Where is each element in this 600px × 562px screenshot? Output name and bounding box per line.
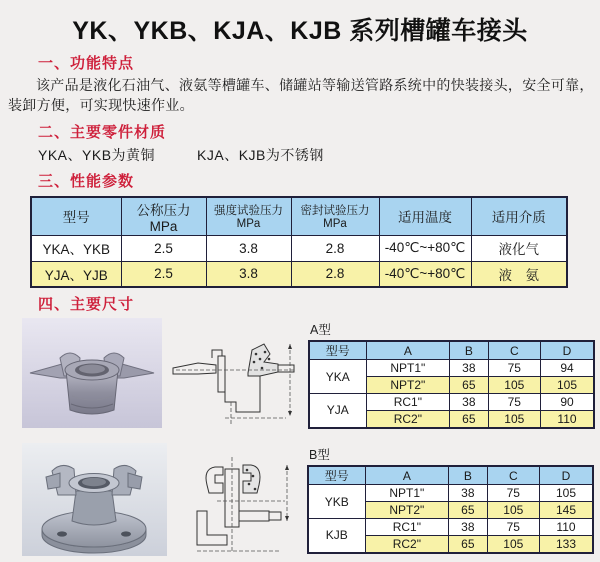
perf-cell: 2.8 [291, 235, 379, 261]
dim-cell: 38 [450, 394, 488, 411]
features-paragraph: 该产品是液化石油气、液氨等槽罐车、储罐站等输送管路系统中的快装接头，安全可靠，装卸方便，可实现快速作业。 [8, 77, 594, 114]
dimension-table-a [308, 340, 595, 429]
dim-header-a: A [365, 466, 449, 485]
perf-cell: YJA、YJB [31, 261, 121, 287]
dim-header-b: B [450, 341, 488, 360]
perf-cell: 2.5 [121, 235, 206, 261]
perf-header-nominal-pressure: 公称压力 MPa [121, 197, 206, 236]
dim-header-b: B [449, 466, 487, 485]
dim-cell: RC2" [365, 536, 449, 553]
dim-model-cell: KJB [308, 519, 365, 553]
dim-cell: 38 [449, 519, 487, 536]
dim-b-header-row [308, 466, 593, 485]
dimension-row-a [0, 318, 600, 433]
page-title: YK、YKB、KJA、KJB 系列槽罐车接头 [72, 17, 528, 45]
perf-cell: YKA、YKB [31, 235, 121, 261]
dim-cell: 75 [487, 519, 539, 536]
perf-header-seal-pressure: 密封试验压力MPa [291, 197, 379, 236]
dim-b-row-3 [308, 519, 593, 536]
material-item-stainless: KJA、KJB为不锈钢 [197, 146, 324, 163]
dim-table-b-label: B型 [309, 448, 330, 463]
dim-cell: NPT1" [365, 485, 449, 502]
dim-model-cell: YKB [308, 485, 365, 519]
dimension-table-b [307, 465, 594, 554]
section-heading-features: 一、功能特点 [38, 55, 135, 72]
dim-a-row-3 [309, 394, 594, 411]
a-type-drawing [168, 328, 300, 433]
dim-header-model: 型号 [309, 341, 366, 360]
perf-row-yja [31, 261, 567, 287]
performance-table [30, 196, 568, 289]
dim-cell: NPT1" [366, 360, 450, 377]
dim-cell: 38 [450, 360, 488, 377]
dim-cell: RC1" [365, 519, 449, 536]
perf-cell: 液 氨 [471, 261, 567, 287]
dim-cell: 90 [541, 394, 595, 411]
dim-header-a: A [366, 341, 450, 360]
perf-cell: 液化气 [471, 235, 567, 261]
b-type-drawing [173, 453, 299, 562]
perf-cell: 2.5 [121, 261, 206, 287]
dim-cell: 105 [487, 502, 539, 519]
dim-cell: 65 [449, 536, 487, 553]
perf-header-strength-pressure: 强度试验压力MPa [206, 197, 291, 236]
perf-header-row [31, 197, 567, 236]
dim-cell: 105 [488, 377, 540, 394]
dim-cell: RC2" [366, 411, 450, 428]
section-heading-dimensions: 四、主要尺寸 [38, 296, 135, 314]
dim-cell: 65 [449, 502, 487, 519]
dim-header-c: C [487, 466, 539, 485]
materials-line [38, 145, 600, 165]
dim-cell: NPT2" [366, 377, 450, 394]
dim-header-c: C [488, 341, 540, 360]
dim-cell: 105 [541, 377, 595, 394]
dim-model-cell: YJA [309, 394, 366, 428]
section-heading-materials: 二、主要零件材质 [38, 123, 167, 141]
perf-cell: -40℃~+80℃ [379, 261, 471, 287]
dim-block-a [308, 318, 595, 429]
perf-header-medium: 适用介质 [471, 197, 567, 236]
dim-cell: 75 [487, 485, 539, 502]
perf-cell: 3.8 [206, 235, 291, 261]
dim-cell: 65 [450, 411, 488, 428]
dim-cell: 110 [541, 411, 595, 428]
dim-cell: 105 [540, 485, 594, 502]
dim-cell: 105 [488, 411, 540, 428]
dim-cell: 110 [540, 519, 594, 536]
dim-cell: NPT2" [365, 502, 449, 519]
perf-header-model: 型号 [31, 197, 121, 236]
dim-header-model: 型号 [308, 466, 365, 485]
perf-header-temperature: 适用温度 [379, 197, 471, 236]
dim-cell: 105 [487, 536, 539, 553]
dim-cell: 145 [540, 502, 594, 519]
dim-cell: 65 [450, 377, 488, 394]
material-item-brass: YKA、YKB为黄铜 [38, 146, 156, 163]
perf-row-yka [31, 235, 567, 261]
wing-coupling-photo [22, 318, 162, 433]
dim-cell: RC1" [366, 394, 450, 411]
perf-cell: -40℃~+80℃ [379, 235, 471, 261]
dim-model-cell: YKA [309, 360, 366, 394]
dim-cell: 75 [488, 394, 540, 411]
dim-header-d: D [540, 466, 594, 485]
perf-cell: 3.8 [206, 261, 291, 287]
dim-cell: 94 [541, 360, 595, 377]
flanged-coupling-photo [22, 443, 167, 561]
dim-cell: 133 [540, 536, 594, 553]
dim-table-a-label: A型 [310, 323, 331, 338]
dimension-row-b [0, 443, 600, 562]
dim-a-row-1 [309, 360, 594, 377]
dim-b-row-1 [308, 485, 593, 502]
dim-cell: 75 [488, 360, 540, 377]
dim-a-header-row [309, 341, 594, 360]
dim-block-b [307, 443, 594, 554]
section-heading-performance: 三、性能参数 [38, 172, 135, 190]
dim-cell: 38 [449, 485, 487, 502]
dim-header-d: D [541, 341, 595, 360]
perf-cell: 2.8 [291, 261, 379, 287]
